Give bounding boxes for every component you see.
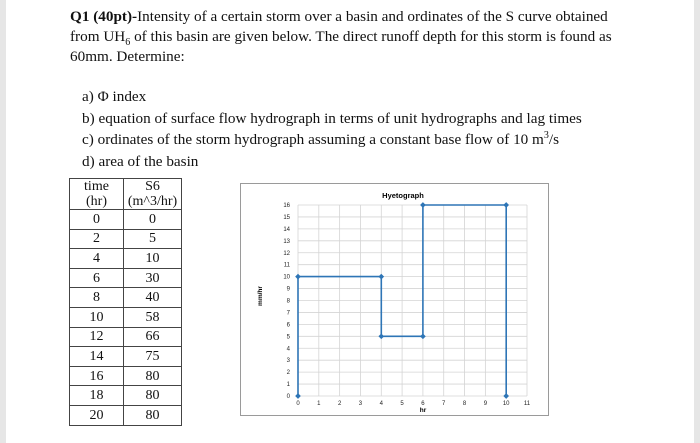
y-tick-label: 2 [286,370,290,377]
y-tick-label: 5 [286,334,290,341]
y-tick-label: 12 [283,250,290,257]
x-tick-label: 4 [379,401,383,407]
data-point-marker [503,393,509,399]
right-page-edge [694,0,700,443]
question-parts [82,86,582,172]
time-cell: 20 [70,405,124,425]
y-tick-label: 3 [286,358,290,365]
x-tick-label: 0 [296,401,300,407]
s6-header-line1: S6 [145,179,160,194]
data-point-marker [503,202,509,208]
chart-xlabel: hr [419,407,427,414]
data-point-marker [295,274,301,280]
s6-cell: 80 [124,366,182,386]
part-a-text: Φ index [97,88,147,105]
table-row [70,366,182,386]
y-tick-label: 10 [283,274,290,281]
s6-cell: 58 [124,307,182,327]
part-d-letter: d) [82,152,95,170]
s6-cell: 66 [124,327,182,347]
time-cell: 16 [70,366,124,386]
s6-cell: 10 [124,249,182,269]
part-c-superscript: 3 [543,129,549,141]
question-body-2: of this basin are given below. The direct runoff depth for this storm is found as 60mm. Determine: [70,28,612,65]
data-point-marker [295,393,301,399]
data-point-marker [420,202,426,208]
time-cell: 6 [70,268,124,288]
question-body-1: Intensity of a certain storm over a basin and ordinates of the S curve obtained from UH [70,8,608,45]
time-header-line1: time [84,179,109,194]
time-cell: 18 [70,386,124,406]
table-row [70,327,182,347]
time-cell: 14 [70,347,124,367]
part-b-letter: b) [82,109,95,127]
y-tick-label: 9 [286,286,290,293]
x-tick-label: 7 [442,401,446,407]
y-tick-label: 8 [286,298,290,305]
y-tick-label: 11 [283,262,290,269]
part-c-text: ordinates of the storm hydrograph assuming a constant base flow of 10 m [97,131,544,148]
x-tick-label: 5 [400,401,404,407]
chart-ticks [283,203,530,407]
part-c-letter: c) [82,131,94,148]
x-tick-label: 8 [462,401,467,407]
part-c-tail: /s [548,131,560,148]
question-text [70,7,630,67]
data-point-marker [378,274,384,280]
s6-cell: 5 [124,229,182,249]
time-cell: 8 [70,288,124,308]
table-row [70,229,182,249]
x-tick-label: 2 [337,401,342,407]
y-tick-label: 4 [286,346,290,353]
table-row [70,268,182,288]
table-row [70,307,182,327]
time-header-line2: (hr) [86,194,107,209]
s6-header-line2: (m^3/hr) [127,194,178,209]
part-b [82,108,582,130]
y-tick-label: 6 [286,322,290,329]
table-row [70,210,182,230]
x-tick-label: 3 [358,401,363,407]
uh-subscript: 6 [125,37,131,49]
y-tick-label: 13 [283,238,290,245]
y-tick-label: 15 [283,214,290,221]
s6-cell: 0 [124,210,182,230]
hyetograph-svg [241,184,548,415]
table-row [70,405,182,425]
chart-title: Hyetograph [382,191,424,200]
time-cell: 0 [70,210,124,230]
time-cell: 4 [70,249,124,269]
hyetograph-chart [240,183,549,416]
time-cell: 2 [70,229,124,249]
part-d [82,151,582,173]
x-tick-label: 9 [483,401,488,407]
chart-grid [298,205,527,396]
y-tick-label: 16 [283,203,290,209]
question-label: Q1 (40pt)- [70,8,138,25]
part-b-text: equation of surface flow hydrograph in terms of unit hydrographs and lag times [98,109,582,127]
y-tick-label: 14 [283,226,290,233]
y-tick-label: 1 [286,382,290,389]
part-c [82,129,582,151]
s6-cell: 80 [124,386,182,406]
time-header [70,179,124,210]
s-curve-table [69,178,182,426]
s6-cell: 30 [124,268,182,288]
s6-cell: 40 [124,288,182,308]
left-page-edge [0,0,6,443]
y-tick-label: 0 [286,394,290,400]
part-a-letter: a) [82,88,94,105]
time-cell: 12 [70,327,124,347]
x-tick-label: 1 [317,401,321,407]
table-row [70,347,182,367]
table-row [70,288,182,308]
s6-header [124,179,182,210]
s6-cell: 80 [124,405,182,425]
x-tick-label: 11 [523,401,531,407]
x-tick-label: 10 [502,401,510,407]
part-a [82,86,582,108]
data-point-marker [378,333,384,339]
y-tick-label: 7 [286,310,290,317]
s6-cell: 75 [124,347,182,367]
table-header-row [70,179,182,210]
table-row [70,386,182,406]
table-row [70,249,182,269]
x-tick-label: 6 [421,401,425,407]
chart-ylabel: mm/hr [257,286,264,306]
time-cell: 10 [70,307,124,327]
data-point-marker [420,333,426,339]
part-d-text: area of the basin [98,152,199,170]
